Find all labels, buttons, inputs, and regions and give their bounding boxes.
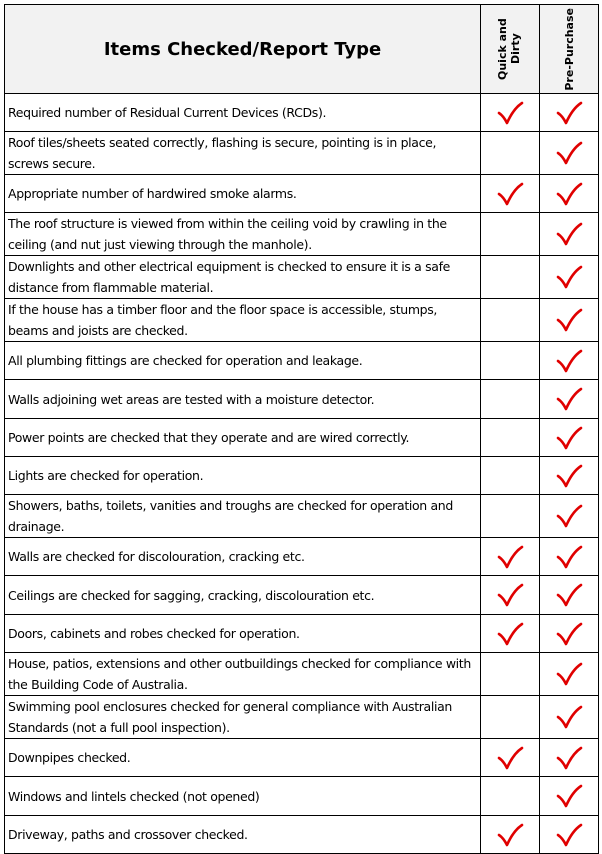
table-row <box>5 696 599 739</box>
checkmark-icon <box>555 784 583 808</box>
item-description: Walls are checked for discolouration, cracking etc. <box>5 538 481 576</box>
quick-and-dirty-cell <box>481 419 540 457</box>
checkmark-icon <box>555 182 583 206</box>
checkmark-icon <box>496 545 524 569</box>
checkmark-icon <box>496 101 524 125</box>
column-label-pre-purchase: Pre-Purchase <box>562 7 576 91</box>
table-row <box>5 419 599 457</box>
checkmark-icon <box>555 583 583 607</box>
column-header-pre-purchase <box>540 5 599 94</box>
table-row <box>5 576 599 615</box>
pre-purchase-cell <box>540 175 599 213</box>
item-description: The roof structure is viewed from within the ceiling void by crawling in the ceiling (and nut just viewing through the manhole). <box>5 213 481 256</box>
pre-purchase-cell <box>540 739 599 777</box>
pre-purchase-cell <box>540 576 599 615</box>
pre-purchase-cell <box>540 380 599 419</box>
table-body <box>5 94 599 854</box>
table-row <box>5 538 599 576</box>
checkmark-icon <box>555 141 583 165</box>
checkmark-icon <box>496 583 524 607</box>
item-description: Ceilings are checked for sagging, cracking, discolouration etc. <box>5 576 481 615</box>
quick-and-dirty-cell <box>481 739 540 777</box>
item-description: If the house has a timber floor and the floor space is accessible, stumps, beams and joists are checked. <box>5 299 481 342</box>
item-description: Downlights and other electrical equipment is checked to ensure it is a safe distance from flammable material. <box>5 256 481 299</box>
quick-and-dirty-cell <box>481 653 540 696</box>
pre-purchase-cell <box>540 94 599 132</box>
quick-and-dirty-cell <box>481 213 540 256</box>
table-row <box>5 777 599 816</box>
quick-and-dirty-cell <box>481 816 540 854</box>
table-row <box>5 495 599 538</box>
quick-and-dirty-cell <box>481 495 540 538</box>
item-description: House, patios, extensions and other outbuildings checked for compliance with the Building Code of Australia. <box>5 653 481 696</box>
checkmark-icon <box>496 823 524 847</box>
item-description: Roof tiles/sheets seated correctly, flashing is secure, pointing is in place, screws secure. <box>5 132 481 175</box>
checkmark-icon <box>555 387 583 411</box>
checkmark-icon <box>555 308 583 332</box>
table-row <box>5 615 599 653</box>
checkmark-icon <box>555 823 583 847</box>
table-row <box>5 457 599 495</box>
quick-and-dirty-cell <box>481 256 540 299</box>
table-row <box>5 739 599 777</box>
item-description: All plumbing fittings are checked for operation and leakage. <box>5 342 481 380</box>
pre-purchase-cell <box>540 777 599 816</box>
checkmark-icon <box>555 222 583 246</box>
pre-purchase-cell <box>540 495 599 538</box>
item-description: Lights are checked for operation. <box>5 457 481 495</box>
item-description: Power points are checked that they operate and are wired correctly. <box>5 419 481 457</box>
item-description: Walls adjoining wet areas are tested with a moisture detector. <box>5 380 481 419</box>
item-description: Doors, cabinets and robes checked for operation. <box>5 615 481 653</box>
quick-and-dirty-cell <box>481 132 540 175</box>
pre-purchase-cell <box>540 299 599 342</box>
table-row <box>5 816 599 854</box>
checkmark-icon <box>555 545 583 569</box>
checkmark-icon <box>555 426 583 450</box>
item-description: Driveway, paths and crossover checked. <box>5 816 481 854</box>
table-row <box>5 342 599 380</box>
table-row <box>5 256 599 299</box>
pre-purchase-cell <box>540 342 599 380</box>
quick-and-dirty-cell <box>481 538 540 576</box>
column-header-quick-and-dirty <box>481 5 540 94</box>
checkmark-icon <box>555 464 583 488</box>
table-title: Items Checked/Report Type <box>5 5 481 94</box>
quick-and-dirty-cell <box>481 175 540 213</box>
quick-and-dirty-cell <box>481 380 540 419</box>
quick-and-dirty-cell <box>481 299 540 342</box>
checkmark-icon <box>555 662 583 686</box>
quick-and-dirty-cell <box>481 777 540 816</box>
item-description: Downpipes checked. <box>5 739 481 777</box>
table-row <box>5 213 599 256</box>
table-row <box>5 380 599 419</box>
quick-and-dirty-cell <box>481 696 540 739</box>
pre-purchase-cell <box>540 816 599 854</box>
checkmark-icon <box>496 746 524 770</box>
quick-and-dirty-cell <box>481 94 540 132</box>
pre-purchase-cell <box>540 132 599 175</box>
pre-purchase-cell <box>540 256 599 299</box>
item-description: Appropriate number of hardwired smoke alarms. <box>5 175 481 213</box>
checkmark-icon <box>555 349 583 373</box>
checkmark-icon <box>555 101 583 125</box>
item-description: Windows and lintels checked (not opened) <box>5 777 481 816</box>
table-row <box>5 653 599 696</box>
item-description: Swimming pool enclosures checked for general compliance with Australian Standards (not a full pool inspection). <box>5 696 481 739</box>
quick-and-dirty-cell <box>481 342 540 380</box>
pre-purchase-cell <box>540 696 599 739</box>
checkmark-icon <box>496 182 524 206</box>
column-label-quick-and-dirty: Quick and Dirty <box>496 18 522 80</box>
checkmark-icon <box>555 746 583 770</box>
quick-and-dirty-cell <box>481 576 540 615</box>
table-row <box>5 132 599 175</box>
header-row <box>5 5 599 94</box>
pre-purchase-cell <box>540 457 599 495</box>
checkmark-icon <box>555 622 583 646</box>
quick-and-dirty-cell <box>481 615 540 653</box>
checkmark-icon <box>555 265 583 289</box>
pre-purchase-cell <box>540 538 599 576</box>
quick-and-dirty-cell <box>481 457 540 495</box>
pre-purchase-cell <box>540 419 599 457</box>
pre-purchase-cell <box>540 653 599 696</box>
item-description: Showers, baths, toilets, vanities and troughs are checked for operation and drainage. <box>5 495 481 538</box>
checkmark-icon <box>555 504 583 528</box>
table-row <box>5 94 599 132</box>
table-row <box>5 175 599 213</box>
inspection-comparison-table <box>4 4 599 854</box>
table-row <box>5 299 599 342</box>
pre-purchase-cell <box>540 213 599 256</box>
checkmark-icon <box>555 705 583 729</box>
item-description: Required number of Residual Current Devices (RCDs). <box>5 94 481 132</box>
checkmark-icon <box>496 622 524 646</box>
pre-purchase-cell <box>540 615 599 653</box>
